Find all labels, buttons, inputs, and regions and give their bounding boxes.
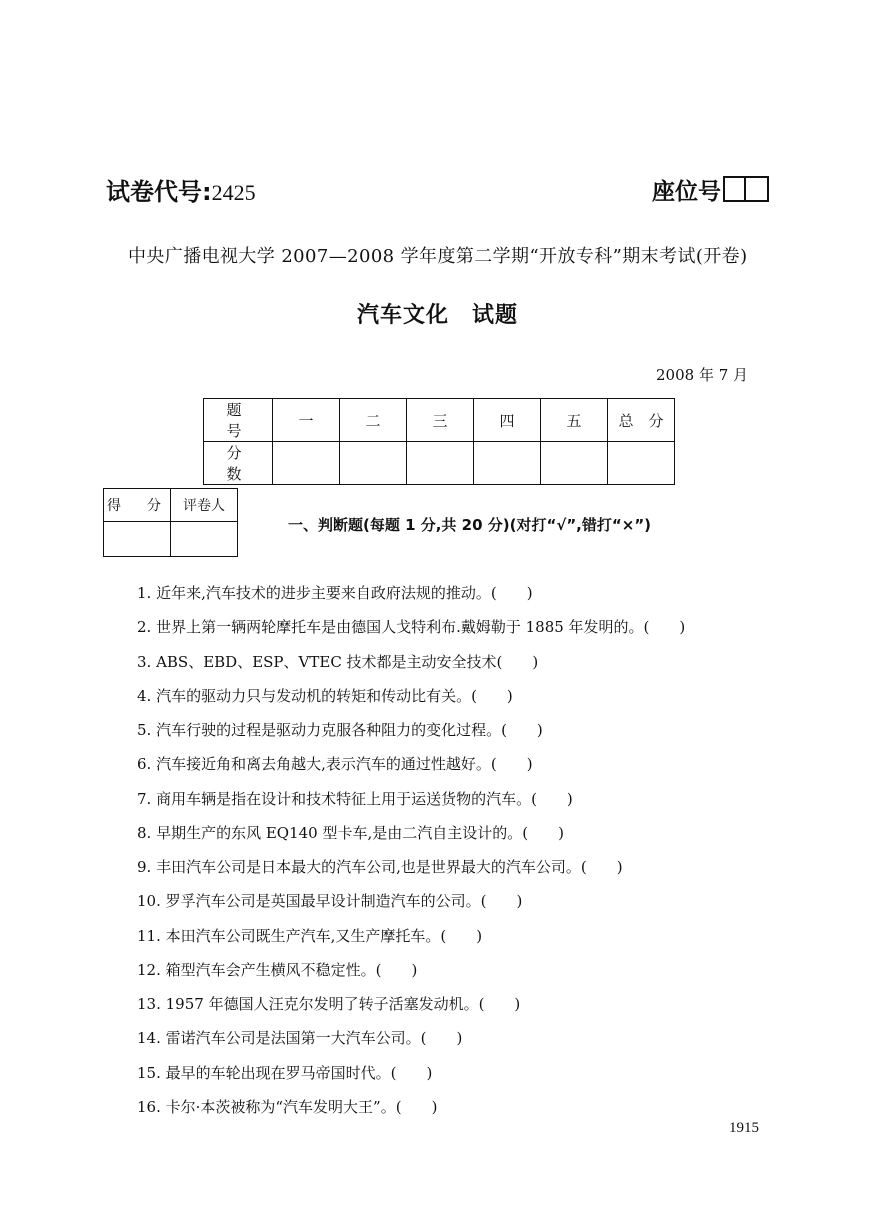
score-cell — [407, 442, 474, 485]
question-item: 3. ABS、EBD、ESP、VTEC 技术都是主动安全技术( ) — [137, 652, 539, 671]
score-cell — [608, 442, 675, 485]
question-item: 2. 世界上第一辆两轮摩托车是由德国人戈特利布.戴姆勒于 1885 年发明的。( ) — [137, 618, 686, 637]
question-number-label: 题 号 — [204, 399, 273, 442]
score-column-header: 三 — [407, 399, 474, 442]
question-list — [137, 576, 685, 1124]
score-cell — [541, 442, 608, 485]
paper-code — [106, 172, 256, 207]
exam-description: 中央广播电视大学 2007—2008 学年度第二学期“开放专科”期末考试(开卷) — [128, 246, 748, 267]
seat-box — [723, 176, 746, 202]
score-column-header: 四 — [474, 399, 541, 442]
seat-number — [652, 174, 769, 204]
seat-box — [746, 176, 769, 202]
grader-name-cell — [171, 522, 238, 557]
score-table-header-row — [204, 399, 675, 442]
score-cell — [273, 442, 340, 485]
grader-table — [103, 488, 238, 557]
grader-score-label: 得 分 — [104, 489, 171, 522]
seat-number-boxes — [723, 176, 769, 202]
score-column-header: 总 分 — [608, 399, 675, 442]
grader-name-label: 评卷人 — [171, 489, 238, 522]
paper-code-value: 2425 — [211, 180, 256, 205]
page-number: 1915 — [729, 1120, 759, 1136]
score-column-header: 五 — [541, 399, 608, 442]
question-item: 15. 最早的车轮出现在罗马帝国时代。( ) — [137, 1063, 433, 1082]
score-column-header: 一 — [273, 399, 340, 442]
grader-header-row — [104, 489, 238, 522]
question-item: 8. 早期生产的东风 EQ140 型卡车,是由二汽自主设计的。( ) — [137, 823, 564, 842]
question-item: 1. 近年来,汽车技术的进步主要来自政府法规的推动。( ) — [137, 584, 533, 602]
exam-date: 2008 年 7 月 — [656, 366, 749, 384]
score-table-score-row — [204, 442, 675, 485]
grader-body-row — [104, 522, 238, 557]
score-cell — [340, 442, 407, 485]
question-item: 13. 1957 年德国人汪克尔发明了转子活塞发动机。( ) — [137, 995, 521, 1013]
question-item: 16. 卡尔·本茨被称为“汽车发明大王”。( ) — [137, 1097, 438, 1116]
question-item: 12. 箱型汽车会产生横风不稳定性。( ) — [137, 960, 418, 979]
paper-code-label: 试卷代号: — [106, 178, 212, 206]
question-item: 7. 商用车辆是指在设计和技术特征上用于运送货物的汽车。( ) — [137, 789, 573, 808]
score-cell — [474, 442, 541, 485]
question-item: 5. 汽车行驶的过程是驱动力克服各种阻力的变化过程。( ) — [137, 721, 543, 739]
question-item: 14. 雷诺汽车公司是法国第一大汽车公司。( ) — [137, 1029, 463, 1048]
question-item: 4. 汽车的驱动力只与发动机的转矩和传动比有关。( ) — [137, 686, 513, 705]
score-label: 分 数 — [204, 442, 273, 485]
section-heading: 一、判断题(每题 1 分,共 20 分)(对打“√”,错打“×”) — [288, 516, 652, 534]
paper-title: 汽车文化 试题 — [356, 303, 518, 328]
seat-number-label: 座位号 — [652, 178, 721, 205]
grader-score-cell — [104, 522, 171, 557]
question-item: 9. 丰田汽车公司是日本最大的汽车公司,也是世界最大的汽车公司。( ) — [137, 858, 623, 876]
question-item: 6. 汽车接近角和离去角越大,表示汽车的通过性越好。( ) — [137, 755, 533, 774]
score-table — [203, 398, 675, 485]
question-item: 11. 本田汽车公司既生产汽车,又生产摩托车。( ) — [137, 926, 483, 945]
question-item: 10. 罗孚汽车公司是英国最早设计制造汽车的公司。( ) — [137, 892, 523, 911]
score-column-header: 二 — [340, 399, 407, 442]
